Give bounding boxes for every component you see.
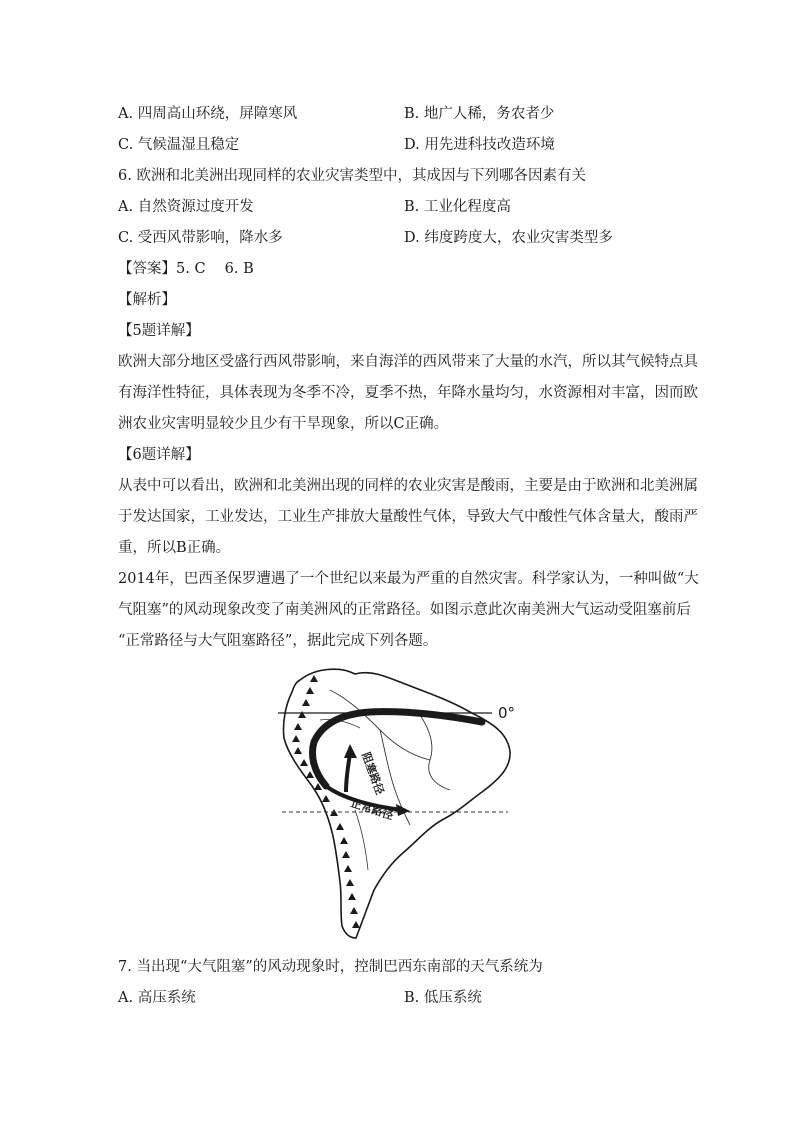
q5-detail-line-3: 洲农业灾害明显较少且少有干旱现象，所以C正确。 xyxy=(118,416,449,432)
equator-label: 0° xyxy=(498,704,516,722)
q5-option-d: D. 用先进科技改造环境 xyxy=(404,137,555,153)
south-america-map xyxy=(270,660,530,945)
q6-detail-line-3: 重，所以B正确。 xyxy=(118,540,231,556)
q6-detail-line-1: 从表中可以看出，欧洲和北美洲出现的同样的农业灾害是酸雨，主要是由于欧洲和北美洲属 xyxy=(118,478,698,494)
q7-stem: 7. 当出现“大气阻塞”的风动现象时，控制巴西东南部的天气系统为 xyxy=(118,959,543,975)
q5-option-b: B. 地广人稀，务农者少 xyxy=(404,106,555,122)
q6-detail-label: 【6题详解】 xyxy=(118,447,200,463)
q6-option-c: C. 受西风带影响，降水多 xyxy=(118,230,283,246)
q6-option-a: A. 自然资源过度开发 xyxy=(118,199,254,215)
intro-line-1: 2014年，巴西圣保罗遭遇了一个世纪以来最为严重的自然灾害。科学家认为，一种叫做“大 xyxy=(118,571,699,587)
q6-detail-line-2: 于发达国家，工业发达，工业生产排放大量酸性气体，导致大气中酸性气体含量大，酸雨严 xyxy=(118,509,698,525)
q5-option-a: A. 四周高山环绕，屏障寒风 xyxy=(118,106,298,122)
blocked-path-label: 阻塞路径 xyxy=(359,750,387,797)
intro-line-3: “正常路径与大气阻塞路径”，据此完成下列各题。 xyxy=(118,633,438,649)
q7-option-a: A. 高压系统 xyxy=(118,990,196,1006)
analysis-label: 【解析】 xyxy=(118,292,176,308)
q5-detail-line-1: 欧洲大部分地区受盛行西风带影响，来自海洋的西风带来了大量的水汽，所以其气候特点具 xyxy=(118,354,698,370)
q5-detail-line-2: 有海洋性特征，具体表现为冬季不冷，夏季不热，年降水量均匀，水资源相对丰富，因而欧 xyxy=(118,385,698,401)
answer-line: 【答案】5. C 6. B xyxy=(118,261,254,277)
q7-option-b: B. 低压系统 xyxy=(404,990,482,1006)
q5-detail-label: 【5题详解】 xyxy=(118,323,200,339)
q6-option-b: B. 工业化程度高 xyxy=(404,199,511,215)
q5-option-c: C. 气候温湿且稳定 xyxy=(118,137,240,153)
q6-option-d: D. 纬度跨度大，农业灾害类型多 xyxy=(404,230,613,246)
intro-line-2: 气阻塞”的风动现象改变了南美洲风的正常路径。如图示意此次南美洲大气运动受阻塞前后 xyxy=(118,602,691,618)
normal-path-label: 正常路径 xyxy=(349,796,395,823)
q6-stem: 6. 欧洲和北美洲出现同样的农业灾害类型中，其成因与下列哪各因素有关 xyxy=(118,168,586,184)
